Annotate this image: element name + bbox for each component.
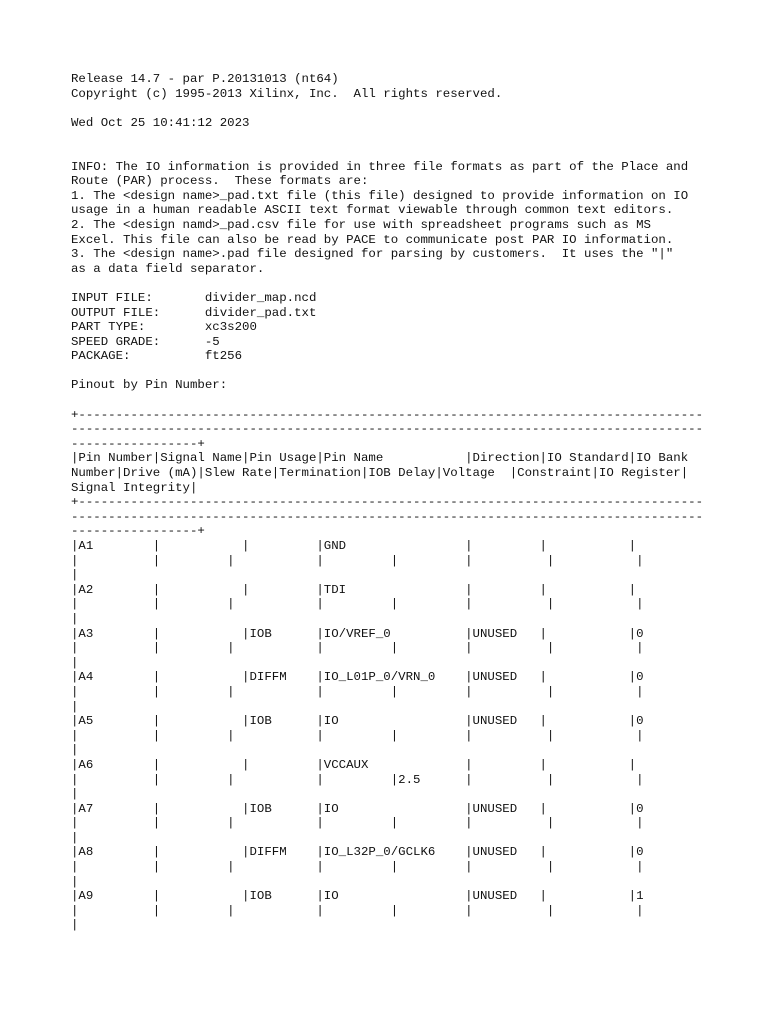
file-info-line: PACKAGE: ft256 [71,349,243,364]
table-row-line: |A7 | |IOB |IO |UNUSED | |0 [71,801,644,816]
header-line: Release 14.7 - par P.20131013 (nt64) [71,72,339,86]
table-row-line: |A6 | | |VCCAUX | | | [71,757,637,772]
pinout-title: Pinout by Pin Number: [71,378,228,393]
info-line: as a data field separator. [71,261,265,276]
pad-report-document [71,72,703,933]
header-line: Copyright (c) 1995-2013 Xilinx, Inc. All rights reserved. [71,86,503,101]
info-line: Excel. This file can also be read by PACE to communicate post PAR IO information. [71,232,674,247]
table-border-line: ------------------------------------------------------------------------------------- [71,422,704,437]
table-row-line: | | | | | | | | [71,903,644,918]
table-header-line: |Pin Number|Signal Name|Pin Usage|Pin Name |Direction|IO Standard|IO Bank [71,451,689,466]
table-row-line: |A8 | |DIFFM |IO_L32P_0/GCLK6 |UNUSED | |0 [71,845,644,860]
table-row-line: | | | | | | | | [71,553,644,568]
file-info-line: PART TYPE: xc3s200 [71,320,257,335]
file-info-line: INPUT FILE: divider_map.ncd [71,290,317,305]
table-row-line: | [71,568,79,583]
table-row-line: | [71,699,79,714]
info-line: INFO: The IO information is provided in three file formats as part of the Place and [71,159,689,174]
table-row-line: | | | | | | | | [71,684,644,699]
table-row-line: |A3 | |IOB |IO/VREF_0 |UNUSED | |0 [71,626,644,641]
file-info-line: SPEED GRADE: -5 [71,334,220,349]
info-line: Route (PAR) process. These formats are: [71,174,369,189]
table-row-line: | | | | | | | | [71,860,644,875]
table-row-line: | | | | |2.5 | | | [71,772,644,787]
table-row-line: | [71,743,79,758]
table-border-line: +------------------------------------------------------------------------------------ [71,495,704,510]
table-row-line: | [71,874,79,889]
table-row-line: |A2 | | |TDI | | | [71,582,637,597]
file-info-line [71,364,703,379]
table-row-line: | [71,918,79,933]
table-row-line: | | | | | | | | [71,728,644,743]
pinout-title-spacer [71,393,703,408]
table-header-line: Number|Drive (mA)|Slew Rate|Termination|IOB Delay|Voltage |Constraint|IO Register| [71,466,689,481]
header-line [71,101,703,116]
table-border-line: -----------------+ [71,436,205,451]
table-row-line: |A4 | |DIFFM |IO_L01P_0/VRN_0 |UNUSED | |0 [71,670,644,685]
table-row-line: | [71,655,79,670]
table-row-line: | [71,830,79,845]
info-line: usage in a human readable ASCII text format viewable through common text editors. [71,203,674,218]
header-line [71,130,703,145]
table-row-line: |A1 | | |GND | | | [71,539,637,553]
info-line: 3. The <design name>.pad file designed for parsing by customers. It uses the "|" [71,247,674,262]
file-info-line: OUTPUT FILE: divider_pad.txt [71,305,317,320]
header-line: Wed Oct 25 10:41:12 2023 [71,115,250,130]
table-border-line: -----------------+ [71,524,205,539]
table-header-line: Signal Integrity| [71,480,198,495]
table-row-line: | | | | | | | | [71,641,644,656]
info-line: 2. The <design namd>_pad.csv file for use with spreadsheet programs such as MS [71,217,651,232]
table-row-line: |A5 | |IOB |IO |UNUSED | |0 [71,714,644,729]
table-row-line: | | | | | | | | [71,816,644,831]
table-row-line: | [71,787,79,802]
table-border-line: +------------------------------------------------------------------------------------ [71,407,704,422]
info-line: 1. The <design name>_pad.txt file (this file) designed to provide information on IO [71,188,689,203]
header-line [71,145,703,160]
table-row-line: | | | | | | | | [71,597,644,612]
table-border-line: ------------------------------------------------------------------------------------- [71,509,704,524]
info-line [71,276,703,291]
table-row-line: | [71,611,79,626]
table-row-line: |A9 | |IOB |IO |UNUSED | |1 [71,889,644,904]
